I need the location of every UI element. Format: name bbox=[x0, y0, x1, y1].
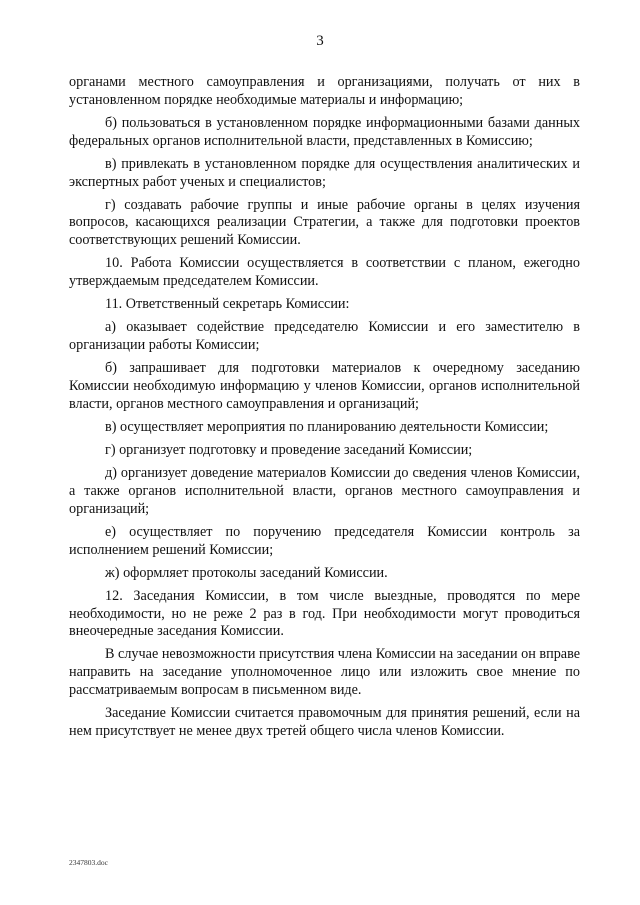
page-number: 3 bbox=[316, 33, 324, 49]
paragraph-secretary-zh: ж) оформляет протоколы заседаний Комиссии. bbox=[105, 564, 388, 581]
paragraph-quorum: Заседание Комиссии считается правомочным для принятия решений, если на нем присутствует не менее двух третей общего числа членов Комиссии. bbox=[69, 705, 580, 739]
paragraph-item-v: в) привлекать в установленном порядке для осуществления аналитических и экспертных работ ученых и специалистов; bbox=[69, 155, 580, 190]
paragraph-secretary-a: а) оказывает содействие председателю Комиссии и его заместителю в организации работы Комиссии; bbox=[69, 319, 580, 354]
paragraph-continuation: органами местного самоуправления и организациями, получать от них в установленном порядке необходимые материалы и информацию; bbox=[69, 74, 580, 108]
paragraph-clause-12: 12. Заседания Комиссии, в том числе выездные, проводятся по мере необходимости, но не реже 2 раз в год. При необходимости могут проводиться внеочередные заседания Комиссии. bbox=[69, 587, 580, 640]
paragraph-secretary-d: д) организует доведение материалов Комиссии до сведения членов Комиссии, а также органов исполнительной власти, органов местного самоуправления и организаций; bbox=[69, 465, 580, 517]
document-code: 2347803.doc bbox=[69, 858, 108, 867]
paragraph-item-b: б) пользоваться в установленном порядке информационными базами данных федеральных органов исполнительной власти, представленных в Комиссию; bbox=[69, 114, 580, 149]
paragraph-secretary-g: г) организует подготовку и проведение заседаний Комиссии; bbox=[105, 442, 473, 459]
paragraph-clause-10: 10. Работа Комиссии осуществляется в соответствии с планом, ежегодно утверждаемым председателем Комиссии. bbox=[69, 255, 580, 290]
paragraph-clause-11: 11. Ответственный секретарь Комиссии: bbox=[105, 296, 350, 313]
paragraph-item-g: г) создавать рабочие группы и иные рабочие органы в целях изучения вопросов, касающихся реализации Стратегии, а также для подготовки проектов соответствующих решений Комиссии. bbox=[69, 196, 580, 249]
paragraph-secretary-e: е) осуществляет по поручению председателя Комиссии контроль за исполнением решений Комиссии; bbox=[69, 523, 580, 558]
document-body bbox=[69, 74, 580, 746]
paragraph-secretary-v: в) осуществляет мероприятия по планированию деятельности Комиссии; bbox=[105, 418, 549, 435]
paragraph-secretary-b: б) запрашивает для подготовки материалов к очередному заседанию Комиссии необходимую информацию у членов Комиссии, органов исполнительной власти, органов местного самоуправления и организаций; bbox=[69, 360, 580, 412]
paragraph-absence: В случае невозможности присутствия члена Комиссии на заседании он вправе направить на заседание уполномоченное лицо или изложить свое мнение по рассматриваемым вопросам в письменном виде. bbox=[69, 646, 580, 699]
